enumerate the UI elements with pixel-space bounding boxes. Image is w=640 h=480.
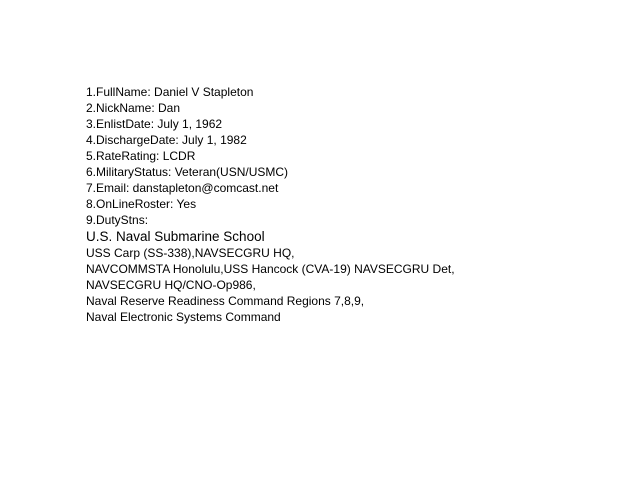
- nickname-field: 2.NickName: Dan: [86, 101, 181, 115]
- email-field: 7.Email: danstapleton@comcast.net: [86, 181, 279, 195]
- duty-station-line: Naval Reserve Readiness Command Regions 7,8,9,: [86, 294, 365, 308]
- full-name-field: 1.FullName: Daniel V Stapleton: [86, 85, 254, 99]
- duty-station-line: USS Carp (SS-338),NAVSECGRU HQ,: [86, 246, 295, 260]
- military-status-field: 6.MilitaryStatus: Veteran(USN/USMC): [86, 165, 289, 179]
- discharge-date-field: 4.DischargeDate: July 1, 1982: [86, 133, 247, 147]
- duty-stations-list: [86, 229, 455, 325]
- duty-station-line: Naval Electronic Systems Command: [86, 310, 281, 324]
- member-record: [86, 84, 455, 325]
- duty-station-line: NAVSECGRU HQ/CNO-Op986,: [86, 278, 256, 292]
- duty-stations-label: 9.DutyStns:: [86, 213, 149, 227]
- duty-station-line: NAVCOMMSTA Honolulu,USS Hancock (CVA-19) NAVSECGRU Det,: [86, 262, 455, 276]
- enlist-date-field: 3.EnlistDate: July 1, 1962: [86, 117, 223, 131]
- duty-stations-heading: U.S. Naval Submarine School: [86, 229, 265, 244]
- online-roster-field: 8.OnLineRoster: Yes: [86, 197, 197, 211]
- rate-rating-field: 5.RateRating: LCDR: [86, 149, 196, 163]
